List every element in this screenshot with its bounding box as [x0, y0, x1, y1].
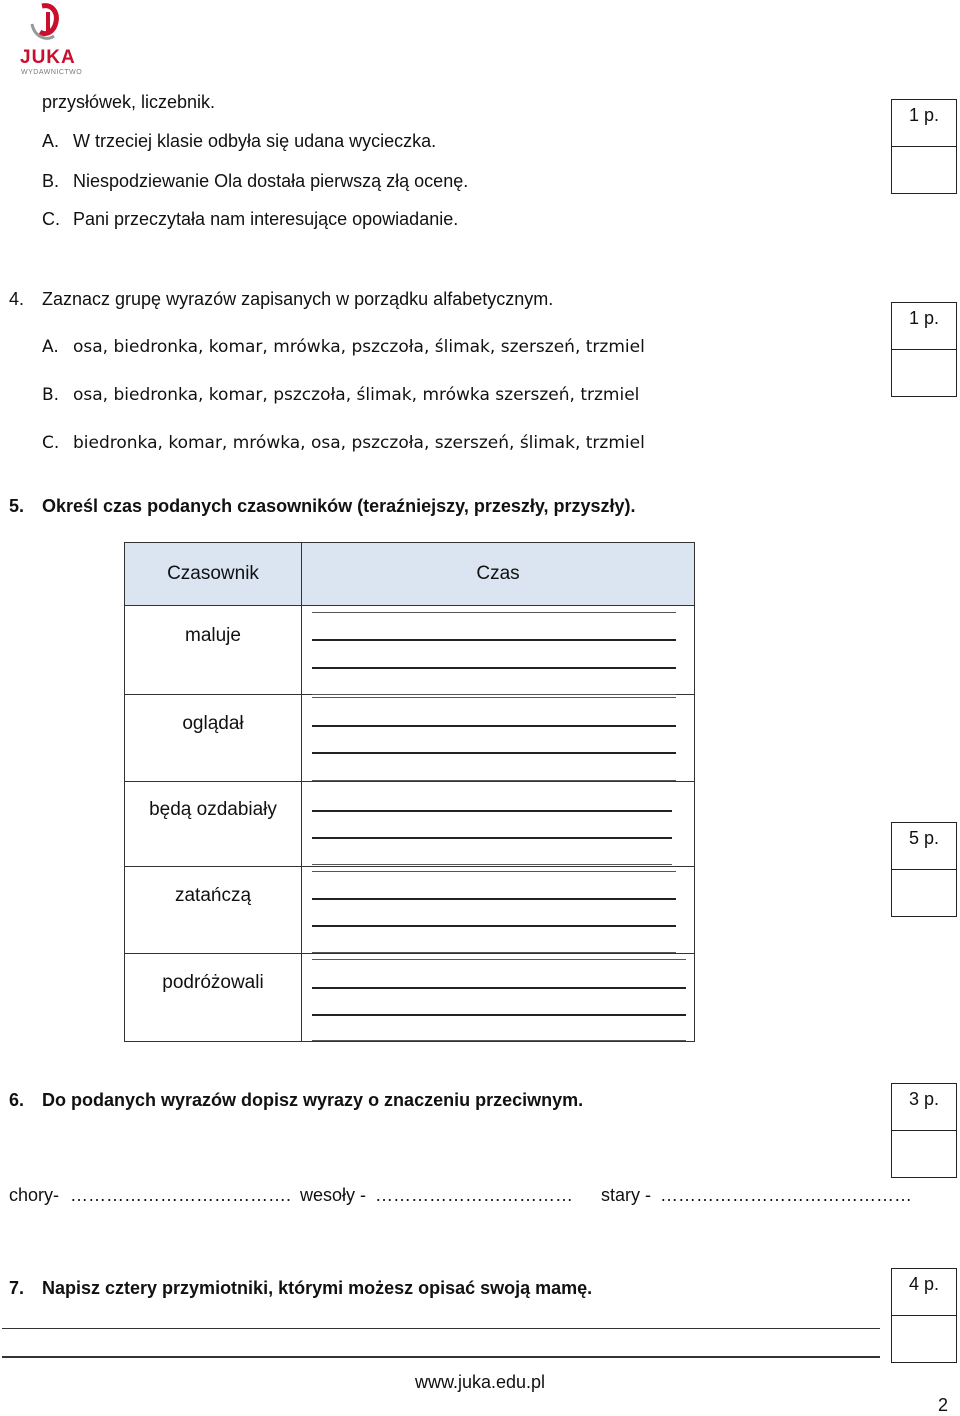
option-letter: C.	[42, 209, 60, 229]
antonym-blank[interactable]: ……………………………………	[660, 1185, 913, 1205]
option-letter: B.	[42, 385, 60, 405]
q7-heading	[9, 1278, 593, 1299]
score-field[interactable]	[892, 1316, 956, 1362]
table-header-row	[125, 543, 695, 606]
table-row	[125, 954, 695, 1042]
header-tense: Czas	[302, 543, 695, 606]
points-label: 4 p.	[892, 1269, 956, 1316]
answer-line[interactable]	[2, 1328, 880, 1329]
points-label: 1 p.	[892, 303, 956, 350]
table-row	[125, 606, 695, 695]
verb-cell: podróżowali	[125, 954, 302, 1042]
question-number: 5.	[9, 496, 25, 516]
q6-points-box	[891, 1083, 957, 1178]
verb-tense-table	[124, 542, 695, 1042]
footer-url[interactable]: www.juka.edu.pl	[414, 1372, 546, 1392]
q3-option-a[interactable]	[42, 131, 437, 152]
points-label: 3 p.	[892, 1084, 956, 1131]
antonym-item-stary[interactable]	[601, 1185, 912, 1206]
verb-cell: maluje	[125, 606, 302, 695]
question-prompt: Zaznacz grupę wyrazów zapisanych w porządku alfabetycznym.	[42, 289, 554, 309]
antonym-blank[interactable]: ……………………………….	[70, 1185, 292, 1205]
table-row	[125, 695, 695, 782]
q5-points-box	[891, 822, 957, 917]
q3-prompt-tail: przysłówek, liczebnik.	[42, 92, 216, 112]
answer-cell[interactable]	[302, 954, 695, 1042]
option-text: osa, biedronka, komar, pszczoła, ślimak, mrówka szerszeń, trzmiel	[73, 385, 640, 405]
antonym-blank[interactable]: ……………………………	[375, 1185, 574, 1205]
question-prompt: Napisz cztery przymiotniki, którymi możesz opisać swoją mamę.	[42, 1278, 593, 1298]
header-verb: Czasownik	[125, 543, 302, 606]
logo-subtitle: WYDAWNICTWO	[21, 69, 83, 76]
question-number: 6.	[9, 1090, 25, 1110]
q4-heading	[9, 289, 554, 310]
option-text: Pani przeczytała nam interesujące opowiadanie.	[73, 209, 459, 229]
q4-points-box	[891, 302, 957, 397]
score-field[interactable]	[892, 870, 956, 916]
q3-option-b[interactable]	[42, 171, 469, 192]
verb-cell: zatańczą	[125, 867, 302, 954]
logo-word: JUKA	[20, 47, 76, 68]
question-prompt: Określ czas podanych czasowników (teraźniejszy, przeszły, przyszły).	[42, 496, 636, 516]
answer-cell[interactable]	[302, 782, 695, 867]
option-letter: A.	[42, 337, 59, 357]
antonym-word: chory-	[9, 1185, 60, 1205]
option-letter: A.	[42, 131, 60, 151]
answer-line[interactable]	[2, 1356, 880, 1358]
q3-option-c[interactable]	[42, 209, 459, 230]
q7-points-box	[891, 1268, 957, 1363]
verb-cell: oglądał	[125, 695, 302, 782]
table-row	[125, 867, 695, 954]
option-text: Niespodziewanie Ola dostała pierwszą złą ocenę.	[73, 171, 469, 191]
question-number: 7.	[9, 1278, 25, 1298]
verb-cell: będą ozdabiały	[125, 782, 302, 867]
score-field[interactable]	[892, 350, 956, 396]
option-text: osa, biedronka, komar, mrówka, pszczoła, ślimak, szerszeń, trzmiel	[73, 337, 645, 357]
q6-heading	[9, 1090, 584, 1111]
antonym-word: wesoły -	[300, 1185, 367, 1205]
question-prompt: Do podanych wyrazów dopisz wyrazy o znaczeniu przeciwnym.	[42, 1090, 584, 1110]
answer-cell[interactable]	[302, 606, 695, 695]
page-number: 2	[937, 1395, 948, 1415]
option-letter: B.	[42, 171, 60, 191]
antonym-item-wesoly[interactable]	[300, 1185, 573, 1206]
answer-cell[interactable]	[302, 695, 695, 782]
points-label: 1 p.	[892, 100, 956, 147]
antonym-item-chory[interactable]	[9, 1185, 291, 1206]
q5-heading	[9, 496, 636, 517]
option-text: W trzeciej klasie odbyła się udana wycieczka.	[73, 131, 437, 151]
table-row	[125, 782, 695, 867]
logo-mark-icon	[18, 2, 80, 52]
answer-cell[interactable]	[302, 867, 695, 954]
question-number: 4.	[9, 289, 25, 309]
q4-option-c[interactable]	[42, 433, 645, 453]
q3-points-box	[891, 99, 957, 194]
points-label: 5 p.	[892, 823, 956, 870]
q4-option-a[interactable]	[42, 337, 645, 357]
option-letter: C.	[42, 433, 60, 453]
score-field[interactable]	[892, 147, 956, 193]
antonym-word: stary -	[601, 1185, 652, 1205]
q4-option-b[interactable]	[42, 385, 640, 405]
option-text: biedronka, komar, mrówka, osa, pszczoła, szerszeń, ślimak, trzmiel	[73, 433, 645, 453]
score-field[interactable]	[892, 1131, 956, 1177]
